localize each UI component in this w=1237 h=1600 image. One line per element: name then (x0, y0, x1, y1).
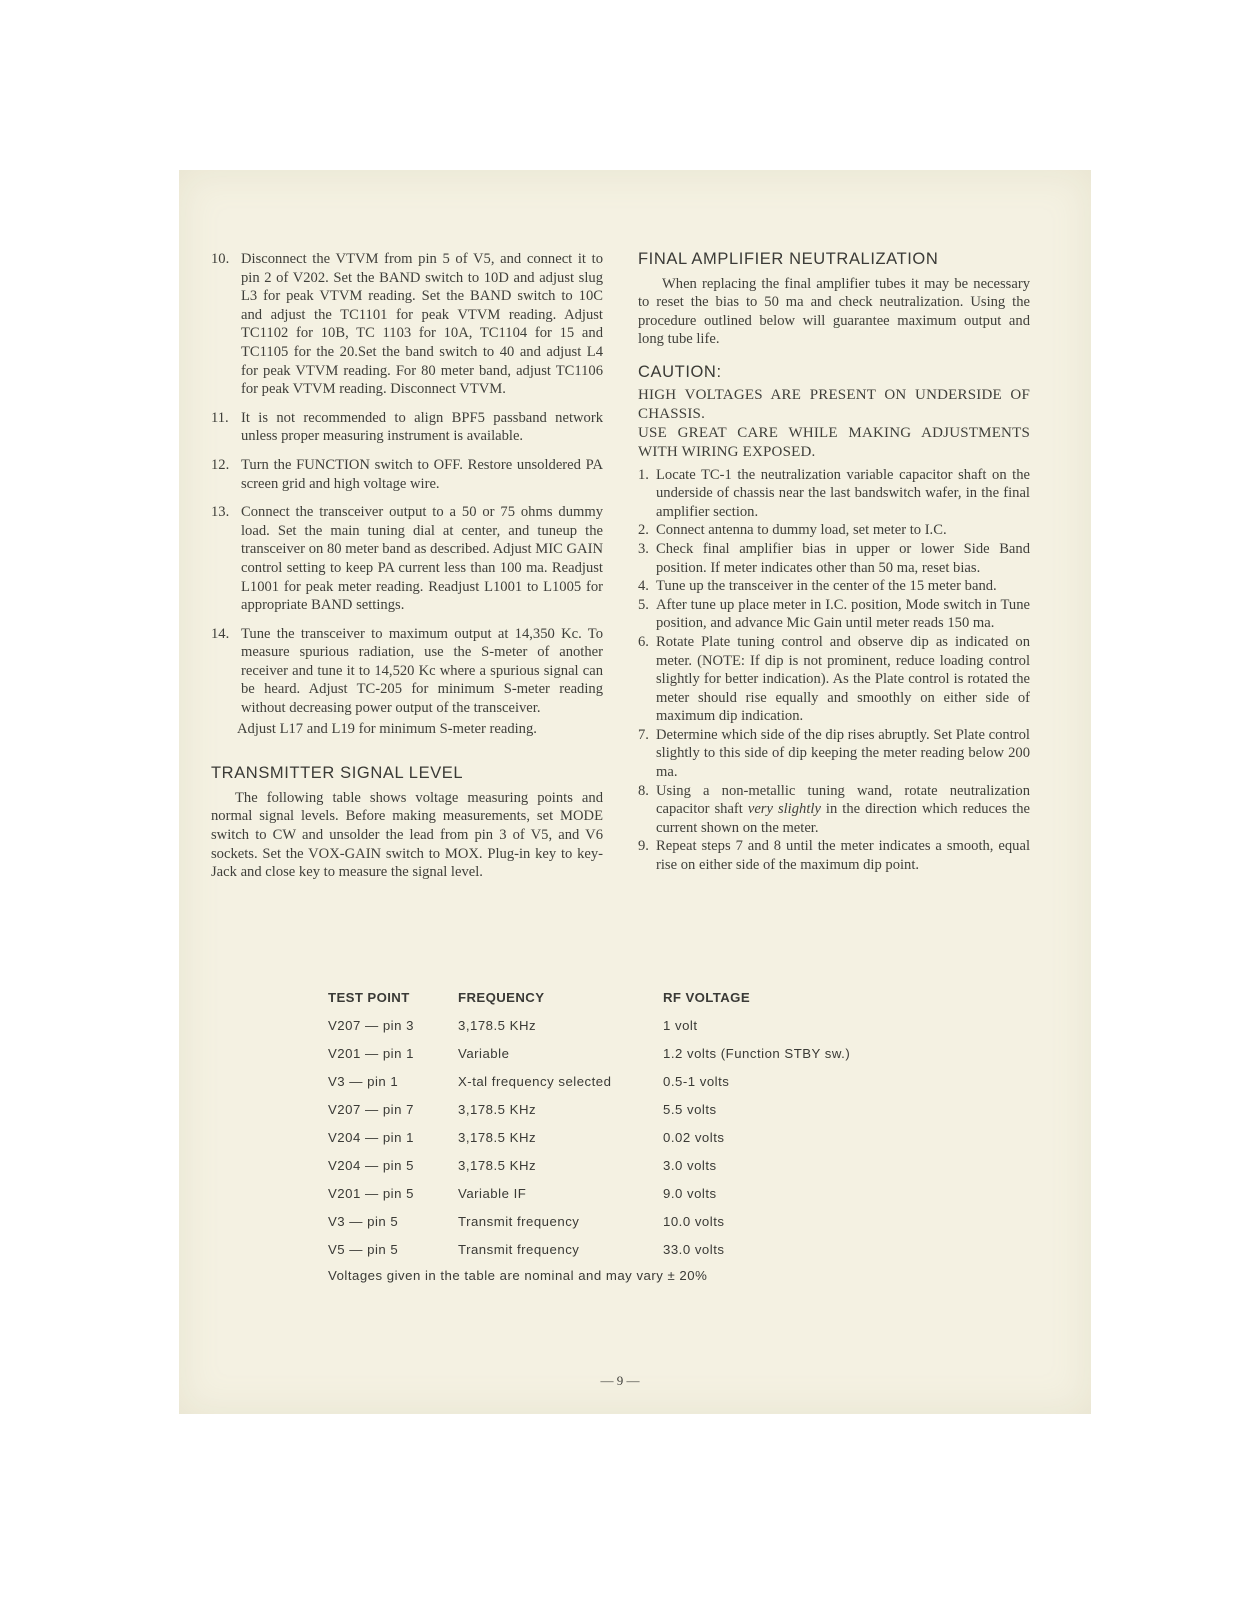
item-text: Determine which side of the dip rises abruptly. Set Plate control slightly to this side of dip keeping the meter reading below 200 ma. (656, 726, 1030, 781)
table-row (328, 1179, 923, 1207)
rf-voltage-cell: 5.5 volts (663, 1101, 717, 1117)
item-text (656, 782, 1030, 838)
item-text: Tune up the transceiver in the center of the 15 meter band. (656, 578, 997, 595)
frequency-cell: Variable (458, 1045, 510, 1061)
item-number: 7. (638, 726, 649, 743)
item-text: Connect antenna to dummy load, set meter to I.C. (656, 522, 947, 539)
rf-voltage-cell: 33.0 volts (663, 1241, 725, 1257)
item-text: Connect the transceiver output to a 50 or 75 ohms dummy load. Set the main tuning dial at center, and tuneup the transceiver on 80 meter band as described. Adjust MIC GAIN control setting to keep PA current less than 100 ma. Readjust L1001 for peak meter reading. Readjust L1001 to L1005 for appropriate BAND settings. (241, 504, 603, 614)
item-number: 3. (638, 540, 649, 557)
test-point-cell: V207 — pin 3 (328, 1017, 414, 1033)
frequency-cell: 3,178.5 KHz (458, 1017, 537, 1033)
frequency-cell: Variable IF (458, 1185, 527, 1201)
frequency-cell: 3,178.5 KHz (458, 1129, 537, 1145)
item-number: 5. (638, 596, 649, 613)
item-text: Repeat steps 7 and 8 until the meter indicates a smooth, equal rise on either side of the maximum dip point. (656, 838, 1030, 874)
item-number: 10. (211, 251, 230, 267)
test-point-cell: V204 — pin 1 (328, 1129, 414, 1145)
item-text: Turn the FUNCTION switch to OFF. Restore unsoldered PA screen grid and high voltage wire. (241, 456, 603, 492)
item-text: It is not recommended to align BPF5 passband network unless proper measuring instrument is available. (241, 409, 603, 445)
table-row (328, 1067, 923, 1095)
item-number: 2. (638, 522, 649, 539)
rf-voltage-cell: 10.0 volts (663, 1213, 725, 1229)
table-row (328, 1095, 923, 1123)
transmitter-signal-paragraph: The following table shows voltage measuring points and normal signal levels. Before making measurements, set MODE switch to CW and unsolder the lead from pin 3 of V5, and V6 sockets. Set the VOX-GAIN switch to MOX. Plug-in key to key-Jack and close key to measure the signal level. (211, 789, 603, 881)
frequency-cell: 3,178.5 KHz (458, 1101, 537, 1117)
column-header-rf-voltage: RF VOLTAGE (663, 989, 751, 1005)
caution-line-high-voltage: HIGH VOLTAGES ARE PRESENT ON UNDERSIDE OF CHASSIS. (638, 386, 1030, 422)
frequency-cell: X-tal frequency selected (458, 1073, 612, 1089)
rf-voltage-cell: 1.2 volts (Function STBY sw.) (663, 1045, 851, 1061)
table-row (328, 1011, 923, 1039)
caution-title: CAUTION: (638, 362, 722, 381)
list-item (638, 782, 1030, 838)
rf-voltage-cell: 3.0 volts (663, 1157, 717, 1173)
item-text: Check final amplifier bias in upper or lower Side Band position. If meter indicates other than 50 ma, reset bias. (656, 540, 1030, 576)
item-text: Disconnect the VTVM from pin 5 of V5, and connect it to pin 2 of V202. Set the BAND switch to 10D and adjust slug L3 for peak VTVM reading. Set the BAND switch to 10C and adjust the TC1101 for peak VTVM reading. Adjust TC1102 for 10B, TC 1103 for 10A, TC1104 for 15 and TC1105 for the 20.Set the band switch to 40 and adjust L4 for peak VTVM reading. For 80 meter band, adjust TC1106 for peak VTVM reading. Disconnect VTVM. (241, 251, 603, 398)
list-item (638, 521, 1030, 540)
item-text: Rotate Plate tuning control and observe dip as indicated on meter. (NOTE: If dip is not prominent, reduce loading control slightly for better indication). As the Plate control is rotated the meter should rise equally and smoothly on either side of maximum dip indication. (656, 633, 1030, 725)
list-item (638, 577, 1030, 596)
item-number: 1. (638, 466, 649, 483)
left-column (211, 250, 603, 882)
list-item (638, 633, 1030, 726)
table-row (328, 1039, 923, 1067)
table-note: Voltages given in the table are nominal and may vary ± 20% (328, 1268, 708, 1283)
table-row (328, 1151, 923, 1179)
table-row (328, 1207, 923, 1235)
test-point-cell: V3 — pin 5 (328, 1213, 399, 1229)
item-text: Tune the transceiver to maximum output at 14,350 Kc. To measure spurious radiation, use the S-meter of another receiver and tune it to 14,520 Kc where a spurious signal can be heard. Adjust TC-205 for minimum S-meter reading without decreasing power output of the transceiver. (241, 625, 603, 717)
rf-voltage-cell: 0.02 volts (663, 1129, 725, 1145)
rf-voltage-cell: 9.0 volts (663, 1185, 717, 1201)
final-amplifier-paragraph: When replacing the final amplifier tubes it may be necessary to reset the bias to 50 ma and check neutralization. Using the procedure outlined below will guarantee maximum output and long tube life. (638, 275, 1030, 348)
item-number: 6. (638, 633, 649, 650)
test-point-cell: V204 — pin 5 (328, 1157, 414, 1173)
test-point-cell: V201 — pin 5 (328, 1185, 414, 1201)
item-8-emphasis: very slightly (747, 801, 821, 818)
list-item (638, 596, 1030, 633)
item-14-extra-line: Adjust L17 and L19 for minimum S-meter reading. (237, 720, 537, 737)
item-8-text-start: Using a non-metallic tuning wand, rotate neutralization capacitor shaft (656, 782, 1030, 818)
list-item (638, 466, 1030, 522)
item-text: After tune up place meter in I.C. position, Mode switch in Tune position, and advance Mic Gain until meter reads 150 ma. (656, 596, 1030, 632)
column-header-test-point: TEST POINT (328, 989, 410, 1005)
frequency-cell: Transmit frequency (458, 1213, 580, 1229)
voltage-table (328, 983, 923, 1263)
list-item (211, 250, 603, 399)
caution-line-great-care: USE GREAT CARE WHILE MAKING ADJUSTMENTS WITH WIRING EXPOSED. (638, 424, 1030, 460)
frequency-cell: Transmit frequency (458, 1241, 580, 1257)
item-number: 12. (211, 456, 230, 473)
item-8-text-end: in the direction which reduces the current shown on the meter. (656, 801, 1031, 836)
list-item (211, 409, 603, 446)
item-number: 11. (211, 409, 229, 426)
item-number: 14. (211, 625, 230, 642)
right-column (638, 250, 1030, 875)
section-heading-final-amplifier: FINAL AMPLIFIER NEUTRALIZATION (638, 250, 939, 268)
list-item (638, 726, 1030, 782)
frequency-cell: 3,178.5 KHz (458, 1157, 537, 1173)
test-point-cell: V3 — pin 1 (328, 1073, 399, 1089)
table-row (328, 1235, 923, 1263)
column-header-frequency: FREQUENCY (458, 989, 545, 1005)
item-number: 9. (638, 838, 649, 855)
table-row (328, 1123, 923, 1151)
table-header-row (328, 983, 923, 1011)
item-number: 4. (638, 578, 649, 595)
test-point-cell: V207 — pin 7 (328, 1101, 414, 1117)
list-item (211, 503, 603, 615)
test-point-cell: V5 — pin 5 (328, 1241, 399, 1257)
list-item (638, 540, 1030, 577)
test-point-cell: V201 — pin 1 (328, 1045, 414, 1061)
rf-voltage-cell: 1 volt (663, 1017, 698, 1033)
item-text: Locate TC-1 the neutralization variable capacitor shaft on the underside of chassis near the last bandswitch wafer, in the final amplifier section. (656, 466, 1030, 520)
page-number: — 9 — (600, 1373, 640, 1388)
list-item (211, 456, 603, 493)
section-heading-transmitter-signal-level: TRANSMITTER SIGNAL LEVEL (211, 764, 464, 783)
list-item (211, 625, 603, 718)
rf-voltage-cell: 0.5-1 volts (663, 1073, 730, 1089)
item-number: 13. (211, 504, 230, 521)
list-item (638, 837, 1030, 874)
item-number: 8. (638, 782, 649, 799)
